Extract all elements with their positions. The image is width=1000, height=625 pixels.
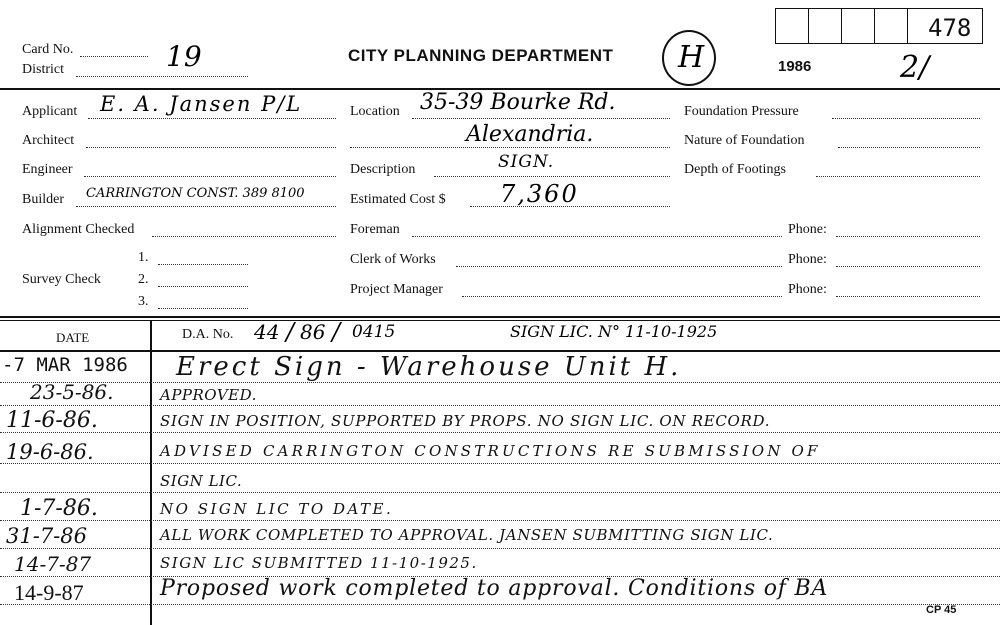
pm-label: Project Manager	[350, 282, 443, 297]
row-line-1	[0, 382, 1000, 383]
number-box-1	[775, 8, 809, 44]
architect-line	[86, 147, 336, 148]
clerk-label: Clerk of Works	[350, 252, 436, 267]
applicant-line	[88, 118, 336, 119]
estimated-cost-label: Estimated Cost $	[350, 192, 446, 207]
initials: 2/	[900, 50, 930, 85]
pm-line	[462, 296, 782, 297]
nature-foundation-label: Nature of Foundation	[684, 133, 805, 148]
date-header: DATE	[56, 330, 90, 345]
location-label: Location	[350, 104, 400, 119]
alignment-line	[152, 236, 336, 237]
log-entry-date: 31-7-86	[6, 524, 87, 548]
clerk-phone-line	[836, 266, 980, 267]
description-line	[434, 176, 670, 177]
applicant-label: Applicant	[22, 104, 78, 119]
log-entry-text: SIGN LIC.	[160, 472, 243, 490]
da-part-3: 0415	[352, 322, 396, 342]
survey-line-1	[158, 264, 248, 265]
location-line-2	[350, 147, 670, 148]
log-entry-text: SIGN LIC SUBMITTED 11-10-1925.	[160, 554, 478, 572]
builder-label: Builder	[22, 192, 64, 207]
log-entry-date: 14-9-87	[14, 580, 84, 605]
date-column-divider	[150, 320, 152, 625]
location-value-1: 35-39 Bourke Rd.	[420, 90, 616, 115]
foundation-pressure-label: Foundation Pressure	[684, 104, 799, 119]
applicant-value: E. A. Jansen P/L	[100, 92, 303, 116]
survey-line-3	[158, 308, 248, 309]
log-entry-text: ALL WORK COMPLETED TO APPROVAL. JANSEN SUBMITTING SIGN LIC.	[160, 526, 774, 544]
location-line	[412, 118, 670, 119]
number-box-3	[841, 8, 875, 44]
survey-label: Survey Check	[22, 272, 101, 287]
form-code: CP 45	[926, 604, 957, 616]
log-entry-text: NO SIGN LIC TO DATE.	[160, 500, 394, 518]
log-entry-text: Erect Sign - Warehouse Unit H.	[176, 352, 682, 382]
year: 1986	[778, 58, 812, 75]
engineer-label: Engineer	[22, 162, 73, 177]
da-part-2: 86	[300, 320, 326, 344]
log-entry-date: 11-6-86.	[6, 408, 98, 433]
survey-line-2	[158, 286, 248, 287]
circled-letter-text: H	[678, 40, 705, 75]
depth-footings-line	[816, 176, 980, 177]
da-label: D.A. No.	[182, 327, 234, 342]
alignment-label: Alignment Checked	[22, 222, 135, 237]
location-value-2: Alexandria.	[466, 122, 594, 147]
card-no-value: 19	[166, 40, 202, 73]
nature-foundation-line	[838, 147, 980, 148]
foundation-pressure-line	[832, 118, 980, 119]
da-slash-2: /	[332, 318, 341, 346]
foreman-label: Foreman	[350, 222, 400, 237]
row-line-5	[0, 492, 1000, 493]
survey-item-2: 2.	[138, 272, 149, 287]
log-entry-text: SIGN IN POSITION, SUPPORTED BY PROPS. NO SIGN LIC. ON RECORD.	[160, 412, 771, 430]
log-entry-text: APPROVED.	[160, 386, 257, 404]
log-entry-date: 1-7-86.	[20, 496, 98, 521]
row-line-7	[0, 548, 1000, 549]
number-box-2	[808, 8, 842, 44]
log-top-divider-1	[0, 316, 1000, 318]
depth-footings-label: Depth of Footings	[684, 162, 786, 177]
district-line	[76, 76, 248, 77]
district-label: District	[22, 62, 64, 77]
foreman-phone-label: Phone:	[788, 222, 827, 237]
log-entry-date: 14-7-87	[14, 552, 92, 576]
engineer-line	[84, 176, 336, 177]
estimated-cost-value: 7,360	[500, 180, 579, 208]
row-line-3	[0, 432, 1000, 433]
survey-item-1: 1.	[138, 250, 149, 265]
log-entry-date: 19-6-86.	[6, 440, 94, 464]
department-title: CITY PLANNING DEPARTMENT	[348, 46, 614, 65]
log-entry-date: 23-5-86.	[30, 380, 114, 404]
card-no-label: Card No.	[22, 42, 74, 57]
pm-phone-line	[836, 296, 980, 297]
sign-lic-number: SIGN LIC. N° 11-10-1925	[510, 322, 718, 341]
card-no-line	[80, 56, 148, 57]
architect-label: Architect	[22, 133, 75, 148]
description-label: Description	[350, 162, 416, 177]
row-line-2	[0, 405, 1000, 406]
pm-phone-label: Phone:	[788, 282, 827, 297]
log-entry-text: Proposed work completed to approval. Conditions of BA	[160, 576, 829, 601]
da-part-1: 44	[254, 320, 280, 344]
log-entry-date: -7 MAR 1986	[2, 354, 128, 376]
builder-value: CARRINGTON CONST. 389 8100	[86, 186, 305, 201]
row-line-9	[0, 604, 1000, 605]
circled-letter	[662, 30, 716, 86]
survey-item-3: 3.	[138, 294, 149, 309]
log-entry-text: ADVISED CARRINGTON CONSTRUCTIONS RE SUBMISSION OF	[160, 442, 821, 460]
row-line-4	[0, 463, 1000, 464]
description-value: SIGN.	[498, 152, 555, 172]
da-slash-1: /	[286, 318, 295, 346]
card-number: 478	[928, 14, 972, 42]
builder-line	[76, 206, 336, 207]
foreman-line	[412, 236, 782, 237]
number-box-4	[874, 8, 908, 44]
clerk-phone-label: Phone:	[788, 252, 827, 267]
clerk-line	[456, 266, 782, 267]
foreman-phone-line	[836, 236, 980, 237]
row-line-6	[0, 520, 1000, 521]
